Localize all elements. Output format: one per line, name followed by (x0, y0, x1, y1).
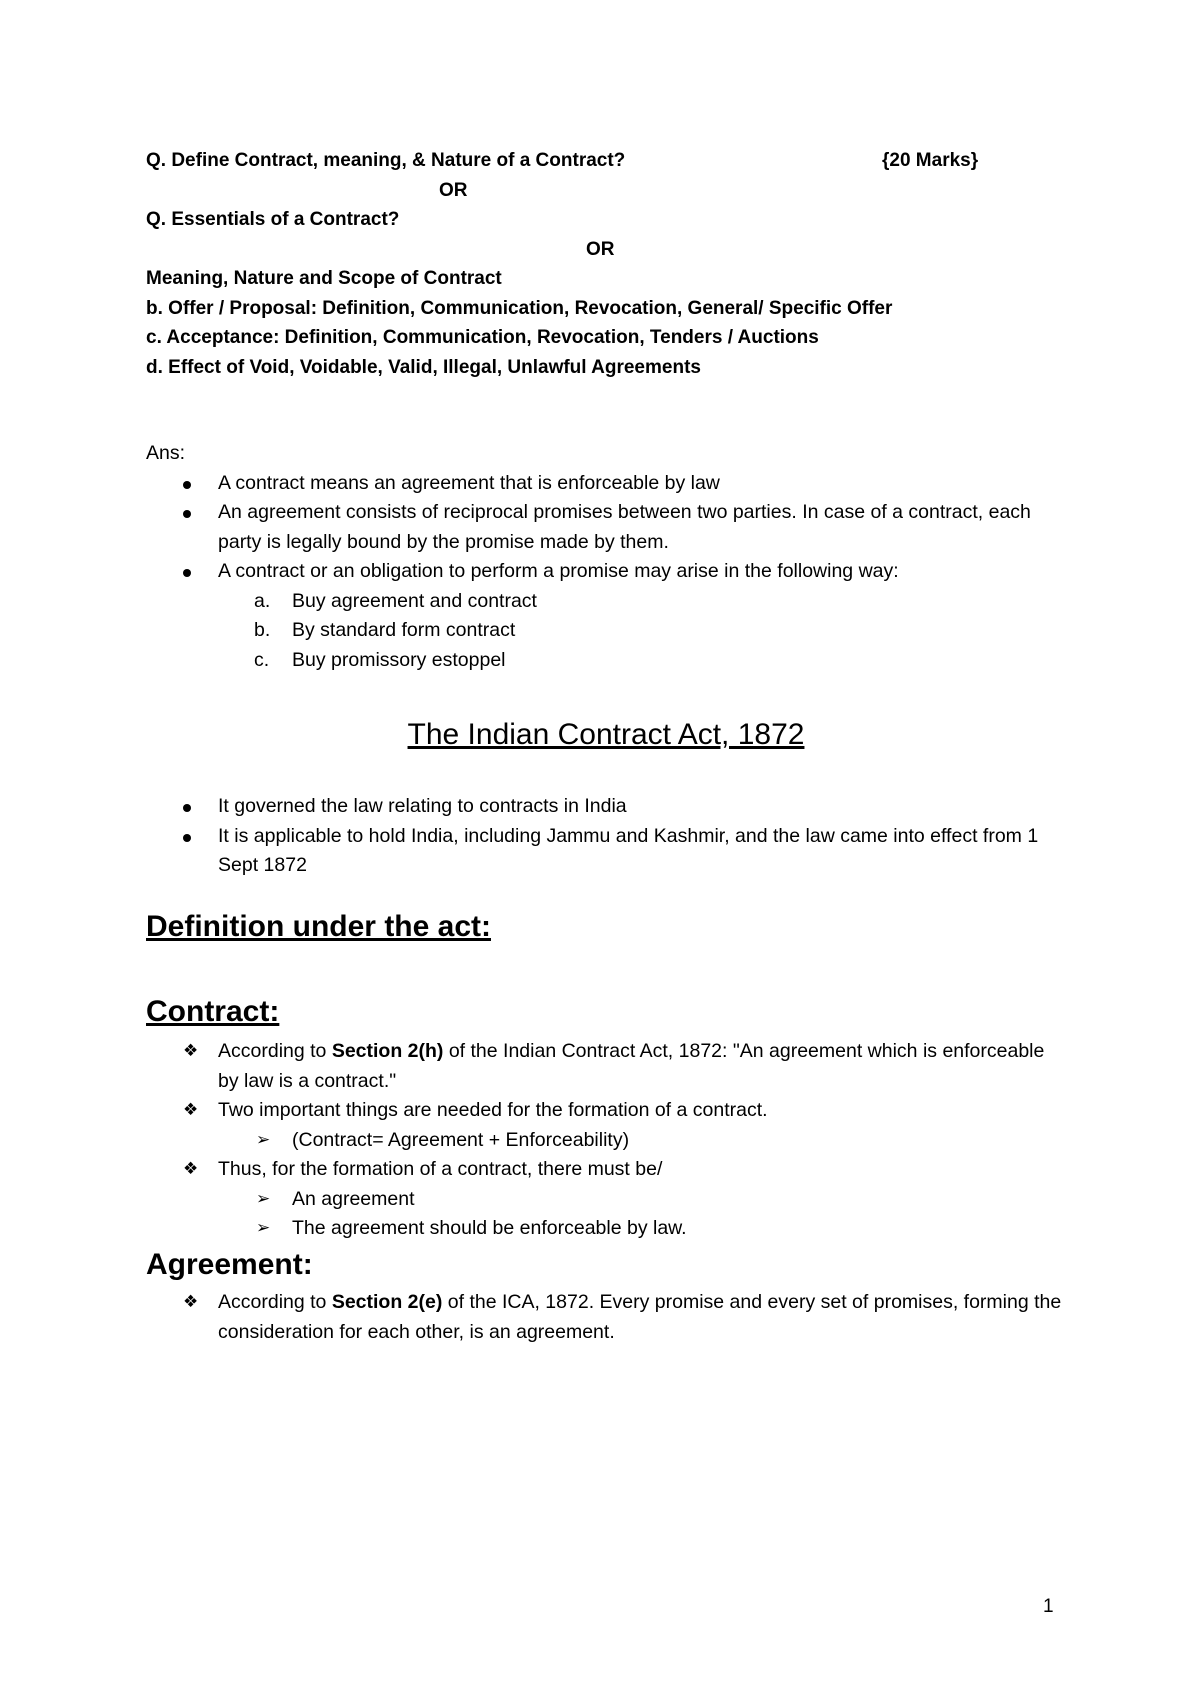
list-item (146, 1037, 1066, 1096)
bullet-icon (183, 569, 191, 577)
ways-list (146, 587, 1066, 676)
answer-bullet-list (146, 469, 1066, 587)
bullet-text: It governed the law relating to contracts in India (218, 795, 627, 817)
topic-line: Meaning, Nature and Scope of Contract (146, 268, 502, 289)
or-separator-1: OR (439, 179, 468, 201)
agreement-list (146, 1288, 1066, 1347)
act-bullet-list (146, 792, 1066, 881)
list-item (146, 469, 1066, 499)
section-title-act: The Indian Contract Act, 1872 (407, 718, 805, 751)
contract-heading: Contract: (146, 995, 280, 1028)
answer-label: Ans: (146, 442, 186, 464)
bullet-text: An agreement consists of reciprocal promises between two parties. In case of a contract, each party is legally bound by the promise made by them. (218, 501, 1031, 553)
list-item (146, 1126, 1066, 1156)
list-item (146, 822, 1066, 881)
topic-line: d. Effect of Void, Voidable, Valid, Illegal, Unlawful Agreements (146, 356, 701, 378)
bullet-icon (183, 804, 191, 812)
list-marker: a. (254, 589, 271, 612)
diamond-bullet-icon: ❖ (183, 1100, 199, 1120)
list-item-text: Buy promissory estoppel (292, 648, 506, 671)
definitions-heading: Definition under the act: (146, 910, 491, 943)
list-marker: c. (254, 648, 270, 671)
list-item (146, 1155, 1066, 1185)
list-item-text: Buy agreement and contract (292, 589, 537, 612)
bullet-icon (183, 834, 191, 842)
list-item-text: Thus, for the formation of a contract, there must be/ (218, 1158, 663, 1180)
list-item (146, 1096, 1066, 1126)
marks-label: {20 Marks} (882, 150, 979, 171)
bullet-text: A contract or an obligation to perform a promise may arise in the following way: (218, 560, 899, 582)
arrow-bullet-icon: ➢ (256, 1188, 271, 1209)
list-marker: b. (254, 619, 271, 641)
list-item (146, 792, 1066, 822)
section-reference: Section 2(e) (331, 1291, 443, 1313)
list-item (146, 557, 1066, 587)
list-item-text: By standard form contract (292, 619, 516, 641)
topic-line: c. Acceptance: Definition, Communication, Revocation, Tenders / Auctions (146, 327, 819, 348)
list-item (146, 498, 1066, 557)
or-separator-2: OR (586, 238, 615, 260)
diamond-bullet-icon: ❖ (183, 1041, 199, 1061)
section-reference: Section 2(h) (331, 1040, 444, 1062)
question-1: Q. Define Contract, meaning, & Nature of a Contract? (146, 150, 626, 171)
contract-definition-text: According to Section 2(h) of the Indian Contract Act, 1872: "An agreement which is enforceable by law is a contract." (218, 1040, 1045, 1092)
bullet-text: It is applicable to hold India, including Jammu and Kashmir, and the law came into effect from 1 Sept 1872 (218, 824, 1039, 876)
list-item (146, 1185, 1066, 1215)
question-block (146, 146, 1066, 382)
agreement-heading: Agreement: (146, 1248, 313, 1281)
list-item (146, 587, 1066, 617)
agreement-definition-text: According to Section 2(e) of the ICA, 1872. Every promise and every set of promises, forming the consideration for each other, is an agreement. (218, 1291, 1062, 1343)
list-item-text: Two important things are needed for the formation of a contract. (218, 1099, 768, 1121)
bullet-icon (183, 510, 191, 518)
contract-list (146, 1037, 1066, 1244)
document-page (146, 0, 1066, 1694)
list-item-text: The agreement should be enforceable by law. (292, 1217, 687, 1239)
question-line-1 (146, 146, 1066, 176)
list-item (146, 646, 1066, 676)
diamond-bullet-icon: ❖ (183, 1159, 199, 1179)
topic-line: b. Offer / Proposal: Definition, Communication, Revocation, General/ Specific Offer (146, 297, 893, 319)
question-2: Q. Essentials of a Contract? (146, 209, 400, 230)
list-item (146, 1288, 1066, 1347)
bullet-text: A contract means an agreement that is enforceable by law (218, 471, 720, 494)
list-item-text: (Contract= Agreement + Enforceability) (292, 1128, 630, 1151)
bullet-icon (183, 481, 191, 489)
page-number: 1 (1043, 1596, 1054, 1617)
arrow-bullet-icon: ➢ (256, 1218, 271, 1238)
answer-block (146, 439, 1066, 675)
diamond-bullet-icon: ❖ (183, 1292, 199, 1312)
list-item-text: An agreement (292, 1187, 415, 1210)
list-item (146, 1214, 1066, 1244)
arrow-bullet-icon: ➢ (256, 1129, 271, 1150)
list-item (146, 616, 1066, 646)
